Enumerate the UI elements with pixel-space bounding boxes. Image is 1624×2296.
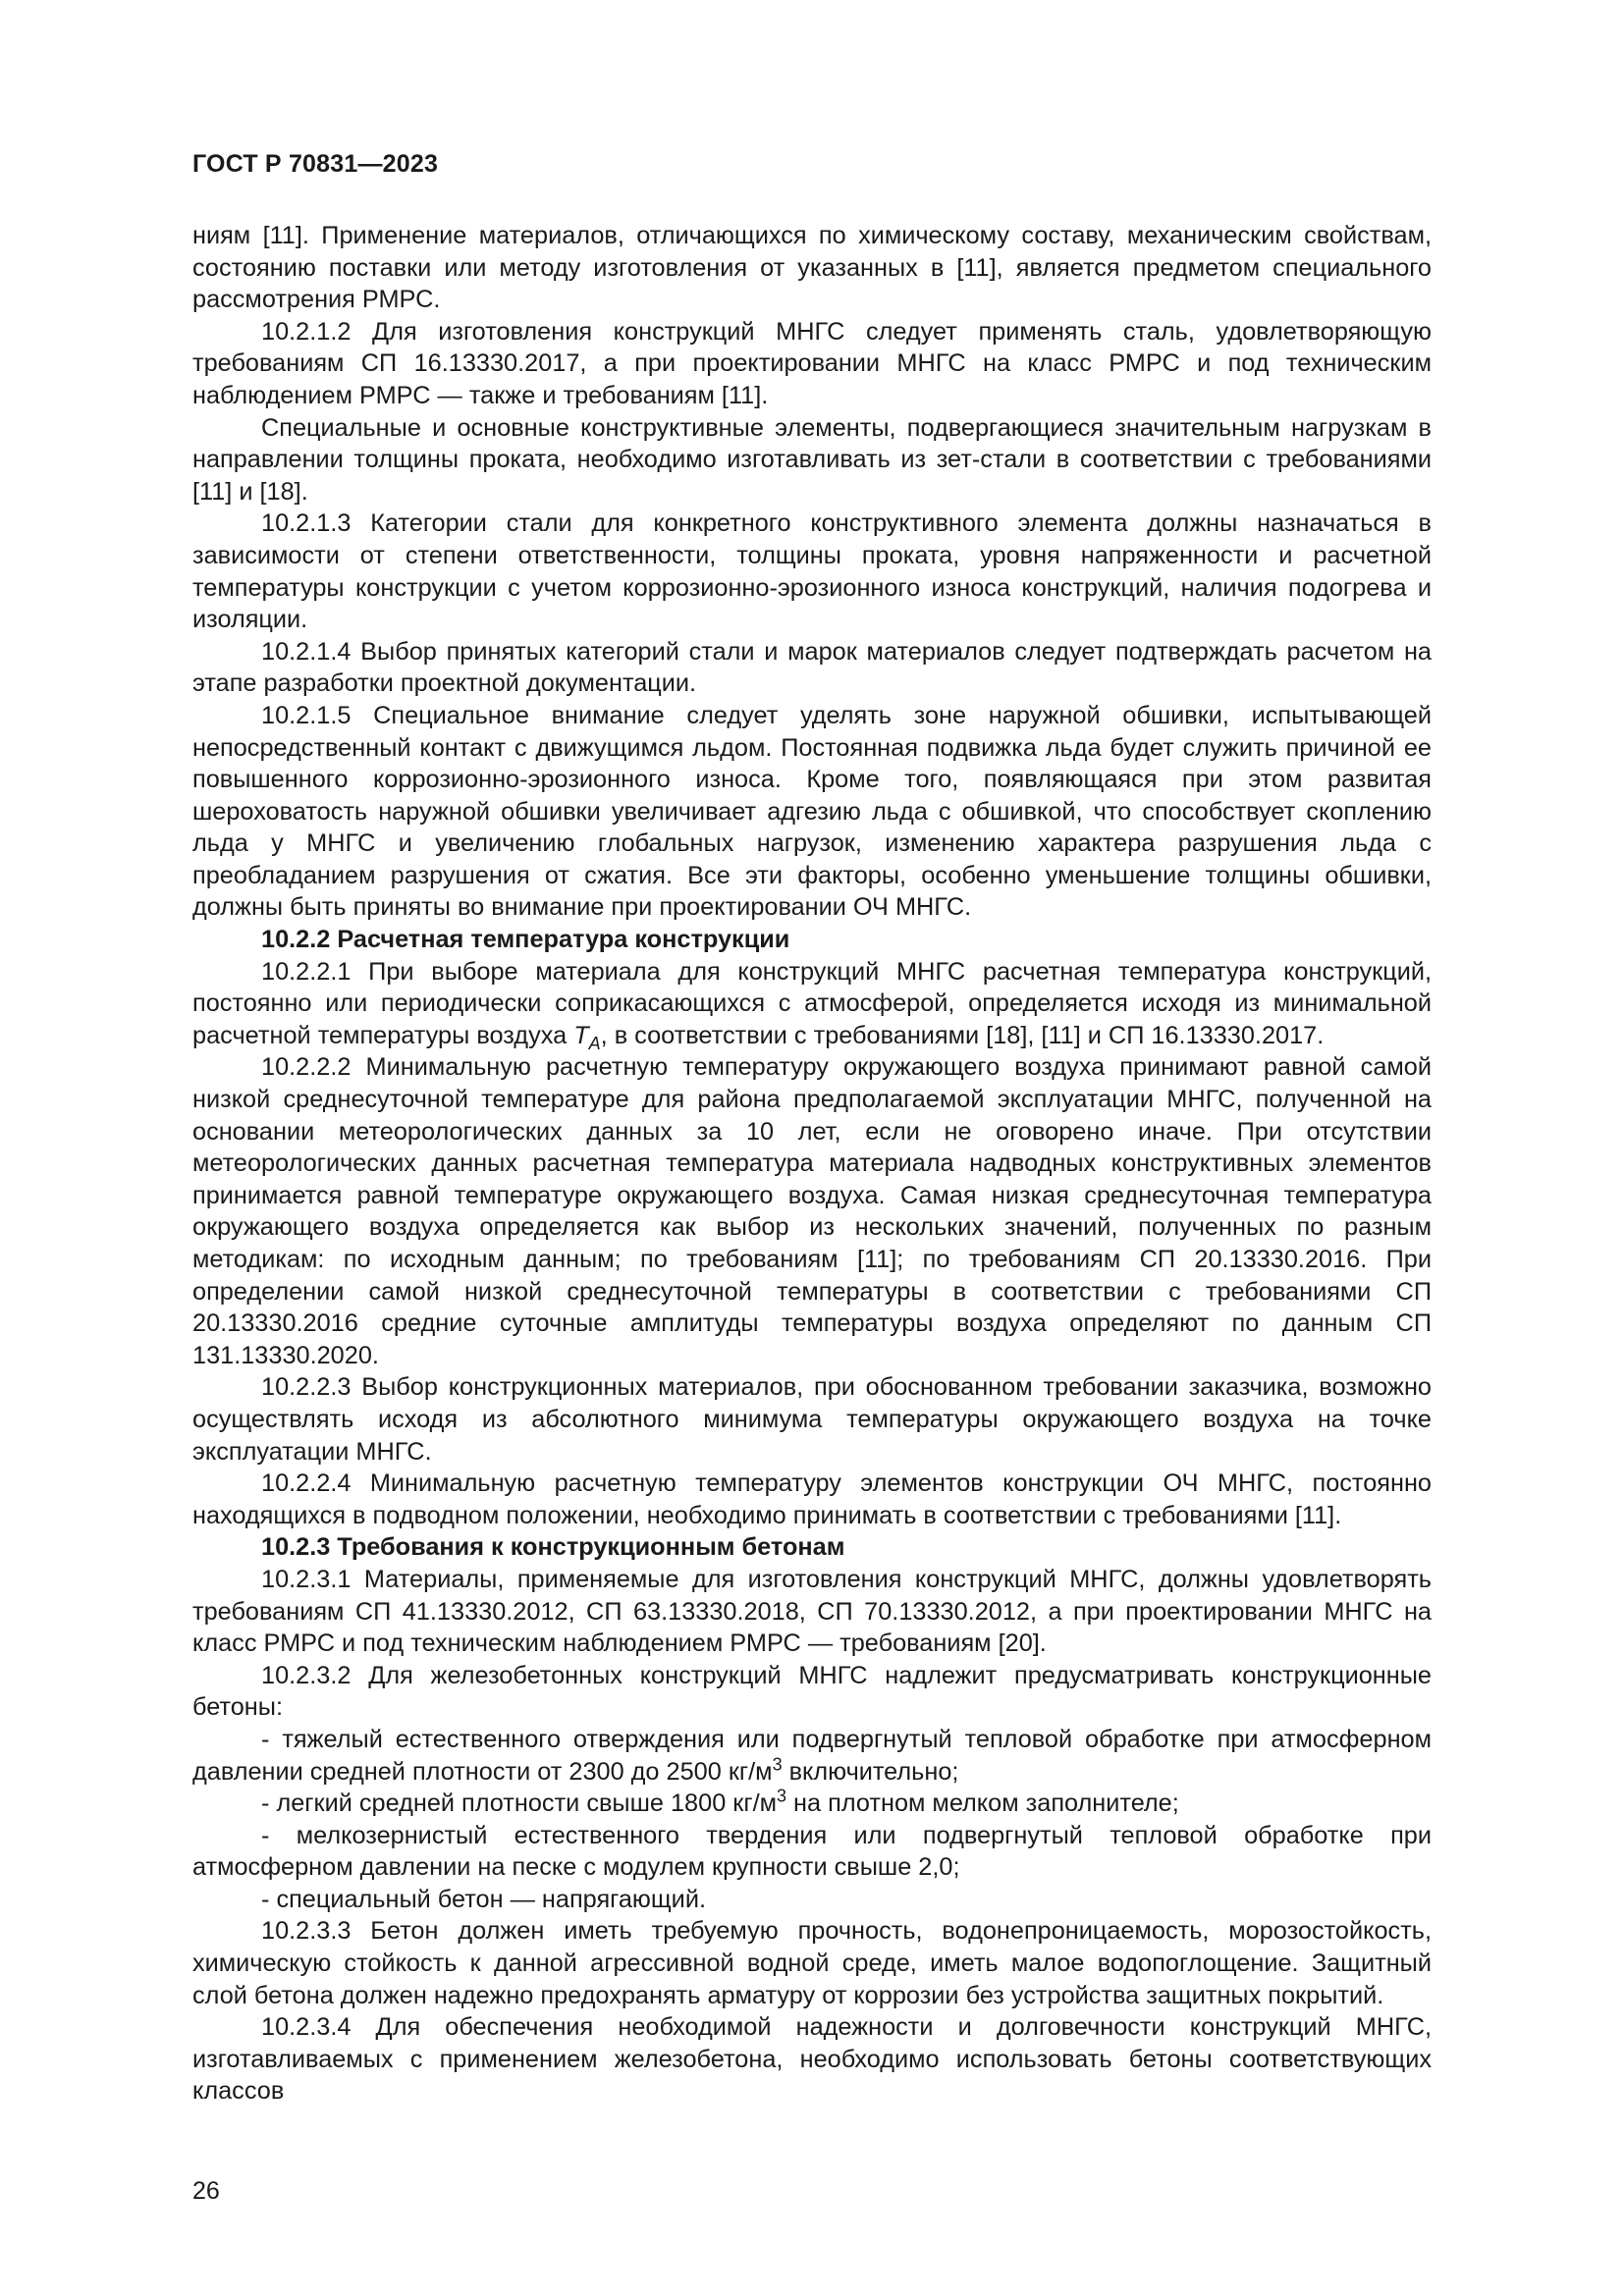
paragraph-10-2-2-4: 10.2.2.4 Минимальную расчетную температуру элементов конструкции ОЧ МНГС, постоянно находящихся в подводном положении, необходимо принимать в соответствии с требованиями [11]. — [192, 1469, 1432, 1529]
paragraph-text: 10.2.2.1 При выборе материала для конструкций МНГС расчетная температура конструкций, постоянно или периодически соприкасающихся с атмосферой, определяется исходя из минимальной расчетной температуры воздуха — [192, 957, 1432, 1049]
variable-t: T — [573, 1021, 589, 1049]
paragraph-10-2-3-4: 10.2.3.4 Для обеспечения необходимой надежности и долговечности конструкций МНГС, изготавливаемых с применением железобетона, необходимо использовать бетоны соответствующих классов — [192, 2013, 1432, 2106]
variable-subscript: A — [588, 1033, 601, 1053]
list-item-heavy-concrete — [192, 1724, 1432, 1788]
list-item-special-concrete: - специальный бетон — напрягающий. — [261, 1885, 706, 1913]
paragraph-text: , в соответствии с требованиями [18], [11] и СП 16.13330.2017. — [600, 1021, 1325, 1049]
paragraph-10-2-3-3: 10.2.3.3 Бетон должен иметь требуемую прочность, водонепроницаемость, морозостойкость, химическую стойкость к данной агрессивной водной среде, иметь малое водопоглощение. Защитный слой бетона должен надежно предохранять арматуру от коррозии без устройства защитных покрытий. — [192, 1917, 1432, 2009]
paragraph-z-steel: Специальные и основные конструктивные элементы, подвергающиеся значительным нагрузкам в направлении толщины проката, необходимо изготавливать из зет-стали в соответствии с требованиями [11] и [18]. — [192, 413, 1432, 506]
list-text: - тяжелый естественного отверждения или подвергнутый тепловой обработке при атмосферном давлении средней плотности от 2300 до 2500 кг/м — [192, 1725, 1432, 1786]
page-body — [192, 220, 1432, 2108]
paragraph-10-2-2-3: 10.2.2.3 Выбор конструкционных материалов, при обоснованном требовании заказчика, возможно осуществлять исходя из абсолютного минимума температуры окружающего воздуха на точке эксплуатации МНГС. — [192, 1373, 1432, 1466]
list-text: включительно; — [782, 1757, 959, 1786]
superscript: 3 — [772, 1754, 783, 1775]
superscript: 3 — [777, 1786, 787, 1806]
page-number: 26 — [192, 2177, 220, 2205]
list-text: на плотном мелком заполнителе; — [786, 1789, 1179, 1818]
paragraph-continuation: ниям [11]. Применение материалов, отличающихся по химическому составу, механическим свойствам, состоянию поставки или методу изготовления от указанных в [11], является предметом специального рассмотрения РМРС. — [192, 222, 1432, 314]
paragraph-10-2-1-5: 10.2.1.5 Специальное внимание следует уделять зоне наружной обшивки, испытывающей непосредственный контакт с движущимся льдом. Постоянная подвижка льда будет служить причиной ее повышенного коррозионно-эрозионного износа. Кроме того, появляющаяся при этом развитая шероховатость наружной обшивки увеличивает адгезию льда с обшивкой, что способствует скоплению льда у МНГС и увеличению глобальных нагрузок, изменению характера разрушения льда с преобладанием разрушения от сжатия. Все эти факторы, особенно уменьшение толщины обшивки, должны быть приняты во внимание при проектировании ОЧ МНГС. — [192, 701, 1432, 922]
section-heading-10-2-2: 10.2.2 Расчетная температура конструкции — [261, 926, 790, 954]
paragraph-10-2-1-2: 10.2.1.2 Для изготовления конструкций МНГС следует применять сталь, удовлетворяющую требованиям СП 16.13330.2017, а при проектировании МНГС на класс РМРС и под техническим наблюдением РМРС — также и требованиям [11]. — [192, 317, 1432, 409]
paragraph-10-2-1-4: 10.2.1.4 Выбор принятых категорий стали и марок материалов следует подтверждать расчетом на этапе разработки проектной документации. — [192, 637, 1432, 698]
paragraph-10-2-2-1 — [192, 956, 1432, 1052]
paragraph-10-2-2-2: 10.2.2.2 Минимальную расчетную температуру окружающего воздуха принимают равной самой низкой среднесуточной температуре для района предполагаемой эксплуатации МНГС, полученной на основании метеорологических данных за 10 лет, если не оговорено иначе. При отсутствии метеорологических данных расчетная температура материала надводных конструктивных элементов принимается равной температуре окружающего воздуха. Самая низкая среднесуточная температура окружающего воздуха определяется как выбор из нескольких значений, полученных по разным методикам: по исходным данным; по требованиям [11]; по требованиям СП 20.13330.2016. При определении самой низкой среднесуточной температуры в соответствии с требованиями СП 20.13330.2016 средние суточные амплитуды температуры воздуха определяют по данным СП 131.13330.2020. — [192, 1053, 1432, 1369]
list-item-fine-grained-concrete: - мелкозернистый естественного твердения или подвергнутый тепловой обработке при атмосферном давлении на песке с модулем крупности свыше 2,0; — [192, 1821, 1432, 1882]
paragraph-10-2-1-3: 10.2.1.3 Категории стали для конкретного конструктивного элемента должны назначаться в зависимости от степени ответственности, толщины проката, уровня напряженности и расчетной температуры конструкции с учетом коррозионно-эрозионного износа конструкций, наличия подогрева и изоляции. — [192, 509, 1432, 634]
paragraph-10-2-3-1: 10.2.3.1 Материалы, применяемые для изготовления конструкций МНГС, должны удовлетворять требованиям СП 41.13330.2012, СП 63.13330.2018, СП 70.13330.2012, а при проектировании МНГС на класс РМРС и под техническим наблюдением РМРС — требованиям [20]. — [192, 1565, 1432, 1658]
section-heading-10-2-3: 10.2.3 Требования к конструкционным бетонам — [261, 1533, 845, 1562]
paragraph-10-2-3-2: 10.2.3.2 Для железобетонных конструкций МНГС надлежит предусматривать конструкционные бетоны: — [192, 1661, 1432, 1722]
standard-header: ГОСТ Р 70831—2023 — [192, 150, 439, 178]
list-item-light-concrete — [192, 1788, 1432, 1820]
list-text: - легкий средней плотности свыше 1800 кг/м — [261, 1789, 778, 1818]
